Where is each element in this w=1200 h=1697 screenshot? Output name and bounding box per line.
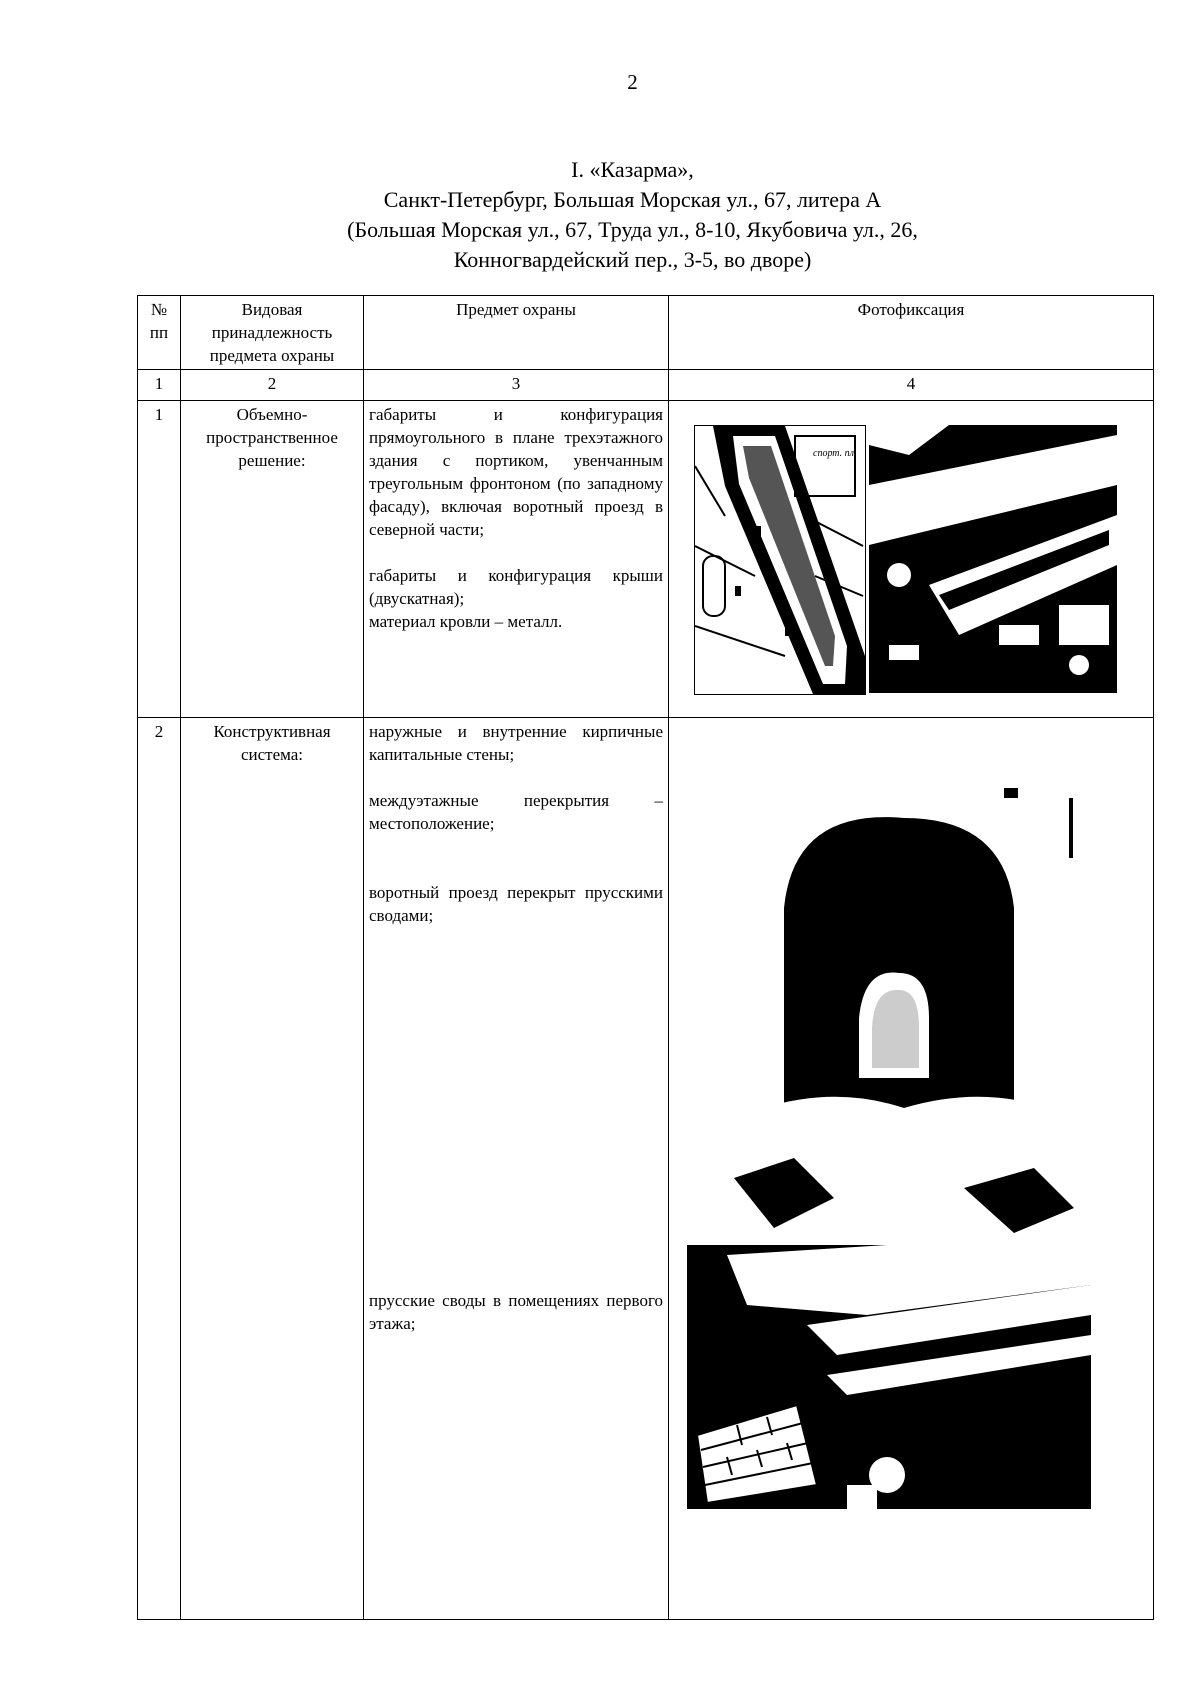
subject-item: материал кровли – металл. xyxy=(369,612,563,631)
column-number: 1 xyxy=(138,370,181,401)
page-number: 2 xyxy=(627,70,638,94)
subject-item: междуэтажные перекрытия – местоположение; xyxy=(369,791,663,833)
heading-line-1: I. «Казарма», xyxy=(571,157,694,182)
column-number-row xyxy=(138,370,1154,401)
prussian-vaults-photo xyxy=(687,1245,1091,1509)
header-photo: Фотофиксация xyxy=(669,296,1154,370)
header-subject: Предмет охраны xyxy=(364,296,669,370)
heading-line-4: Конногвардейский пер., 3-5, во дворе) xyxy=(453,247,812,272)
row-kind-line2: пространственное xyxy=(206,428,338,447)
row-kind-line3: решение: xyxy=(238,451,306,470)
subject-item: воротный проезд перекрыт прусскими сводами; xyxy=(369,883,663,925)
subject-item: габариты и конфигурация крыши (двускатная); xyxy=(369,566,663,608)
map-label: спорт. пл. xyxy=(813,448,857,459)
subject-item: габариты и конфигурация прямоугольного в плане трехэтажного здания с портиком, увенчанным треугольным фронтоном (по западному фасаду), включая воротный проезд в северной части; xyxy=(369,405,663,539)
row-subject xyxy=(364,718,669,1620)
subject-item: наружные и внутренние кирпичные капитальные стены; xyxy=(369,722,663,764)
header-kind xyxy=(181,296,364,370)
brick-wall xyxy=(697,1405,817,1503)
column-number: 3 xyxy=(364,370,669,401)
protection-subject-table xyxy=(137,295,1154,1620)
heading-line-2: Санкт-Петербург, Большая Морская ул., 67, литера А xyxy=(383,187,882,212)
aerial-photo xyxy=(869,425,1117,693)
header-num-line2: пп xyxy=(149,323,169,342)
row-num: 2 xyxy=(138,718,181,1620)
header-num-line1: № xyxy=(150,300,168,319)
table-row xyxy=(138,401,1154,718)
header-num xyxy=(138,296,181,370)
document-heading xyxy=(0,155,1200,275)
site-plan-map xyxy=(694,425,866,695)
gateway-vault-photo xyxy=(714,778,1094,1238)
heading-line-3: (Большая Морская ул., 67, Труда ул., 8-10, Якубовича ул., 26, xyxy=(347,217,918,242)
row-photo xyxy=(669,718,1154,1620)
row-subject xyxy=(364,401,669,718)
subject-item: прусские своды в помещениях первого этажа; xyxy=(369,1291,663,1333)
row-kind xyxy=(181,401,364,718)
row-kind-line1: Объемно- xyxy=(236,405,308,424)
row-kind xyxy=(181,718,364,1620)
column-number: 2 xyxy=(181,370,364,401)
row-photo xyxy=(669,401,1154,718)
header-kind-line1: Видовая xyxy=(241,300,303,319)
header-kind-line2: принадлежность xyxy=(211,323,333,342)
row-kind-line1: Конструктивная xyxy=(213,722,331,741)
row-num: 1 xyxy=(138,401,181,718)
column-number: 4 xyxy=(669,370,1154,401)
header-kind-line3: предмета охраны xyxy=(209,346,335,365)
table-header-row xyxy=(138,296,1154,370)
table-row xyxy=(138,718,1154,1620)
row-kind-line2: система: xyxy=(240,745,304,764)
